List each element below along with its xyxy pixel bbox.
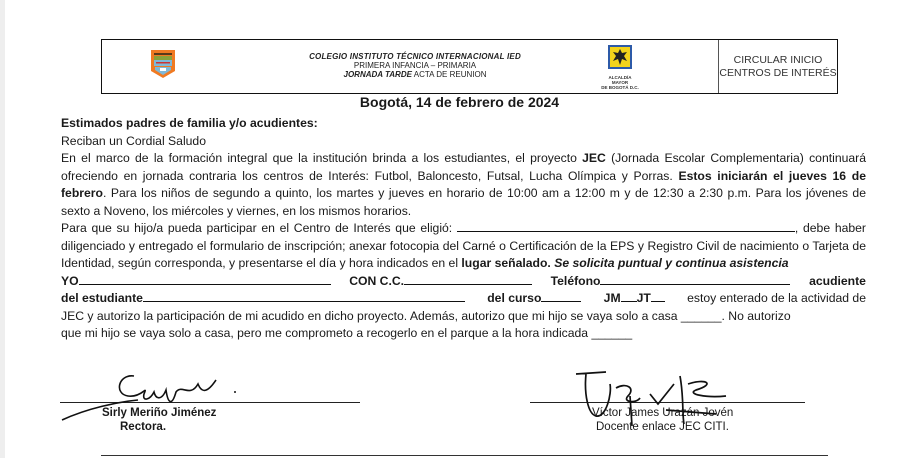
chosen-center-field[interactable] bbox=[457, 220, 795, 232]
p2-place: lugar señalado. bbox=[461, 256, 551, 270]
p1-text-b: (Jornada Escolar Complementaria) continuará ofreciendo en jornada contraria los centros de Interés: Futbol, Baloncesto, Futsal, Lucha Olímpica y Porras. bbox=[61, 151, 867, 183]
bogota-shield-icon bbox=[607, 44, 633, 70]
curso-label: del curso bbox=[487, 291, 542, 305]
jm-field[interactable] bbox=[621, 290, 637, 302]
docente-role: Docente enlace JEC CITI. bbox=[596, 421, 729, 433]
jt-field[interactable] bbox=[651, 290, 665, 302]
letter-body bbox=[61, 115, 866, 343]
signature-block-docente bbox=[530, 372, 805, 433]
form-line-2 bbox=[61, 290, 866, 308]
paragraph-requirements bbox=[61, 220, 866, 273]
page-footer-rule bbox=[101, 455, 828, 456]
institution-title bbox=[280, 52, 550, 79]
cc-label: CON C.C. bbox=[349, 273, 405, 288]
school-level: PRIMERA INFANCIA – PRIMARIA bbox=[353, 61, 477, 70]
form-line-1 bbox=[61, 273, 866, 291]
circular-label: CIRCULAR INICIO CENTROS DE INTERÉS bbox=[718, 40, 837, 93]
yo-label: YO bbox=[61, 273, 79, 288]
alcaldia-caption-1: ALCALDÍA MAYOR bbox=[608, 75, 632, 85]
student-name-field[interactable] bbox=[143, 290, 465, 302]
telefono-field[interactable] bbox=[600, 273, 790, 285]
p2-text-a: Para que su hijo/a pueda participar en el Centro de Interés que eligió: bbox=[61, 221, 457, 235]
estudiante-label: del estudiante bbox=[61, 291, 143, 305]
p1-start-date: Estos iniciarán el jueves 16 de febrero bbox=[61, 168, 866, 200]
form-line-3: JEC y autorizo la participación de mi acudido en dicho proyecto. Además, autorizo que mi hijo se vaya solo a casa ______. No autorizo bbox=[61, 308, 791, 323]
header-institution-cell bbox=[102, 40, 718, 93]
docente-name: Víctor James Urazán Jovén bbox=[592, 407, 734, 419]
greeting: Estimados padres de familia y/o acudientes: bbox=[61, 116, 318, 130]
acta-label: ACTA DE REUNION bbox=[411, 70, 487, 79]
p1-text-a: En el marco de la formación integral que la institución brinda a los estudiantes, el proyecto bbox=[61, 151, 583, 165]
alcaldia-logo bbox=[600, 44, 640, 90]
p2-text-b: , debe haber diligenciado y entregado el formulario de inscripción; anexar fotocopia del Carné o Certificación de la EPS y Registro Civil de nacimiento o Tarjeta de Identidad, según corresponda, y presentarse el día y hora indicados en el bbox=[61, 221, 866, 270]
date-line: Bogotá, 14 de febrero de 2024 bbox=[359, 94, 560, 110]
form-line-4: que mi hijo se vaya solo a casa, pero me comprometo a recogerlo en el parque a la hora indicada ______ bbox=[61, 326, 633, 340]
school-crest-icon bbox=[150, 49, 176, 79]
salutation: Reciban un Cordial Saludo bbox=[61, 133, 206, 148]
acudiente-label: acudiente bbox=[809, 273, 866, 288]
guardian-name-field[interactable] bbox=[79, 273, 331, 285]
rector-role: Rectora. bbox=[120, 421, 167, 433]
jm-label: JM bbox=[603, 291, 621, 305]
p1-jec: JEC bbox=[582, 151, 606, 165]
cc-field[interactable] bbox=[404, 273, 532, 285]
jornada-label: JORNADA TARDE bbox=[343, 70, 412, 79]
document-header bbox=[101, 39, 838, 94]
signature-block-rector bbox=[60, 372, 360, 433]
docente-signature-icon bbox=[566, 354, 766, 434]
p1-text-c: . Para los niños de segundo a quinto, los martes y jueves en horario de 10:00 am a 12:00 m y de 12:30 a 2:30 p.m. Para los jóvenes de sexto a Noveno, los miércoles y viernes, en los mismos horarios. bbox=[61, 186, 866, 218]
alcaldia-caption-2: DE BOGOTÁ D.C. bbox=[601, 85, 639, 90]
rector-name: Sirly Meriño Jiménez bbox=[102, 407, 217, 419]
rector-signature-icon bbox=[58, 364, 278, 428]
telefono-label: Teléfono bbox=[550, 273, 601, 288]
line2-tail: estoy enterado de la actividad de bbox=[687, 291, 866, 305]
school-name: COLEGIO INSTITUTO TÉCNICO INTERNACIONAL IED bbox=[309, 52, 521, 61]
curso-field[interactable] bbox=[541, 290, 581, 302]
paragraph-intro bbox=[61, 150, 866, 220]
jt-label: JT bbox=[636, 291, 651, 305]
p2-request: Se solicita puntual y continua asistencia bbox=[550, 256, 789, 270]
